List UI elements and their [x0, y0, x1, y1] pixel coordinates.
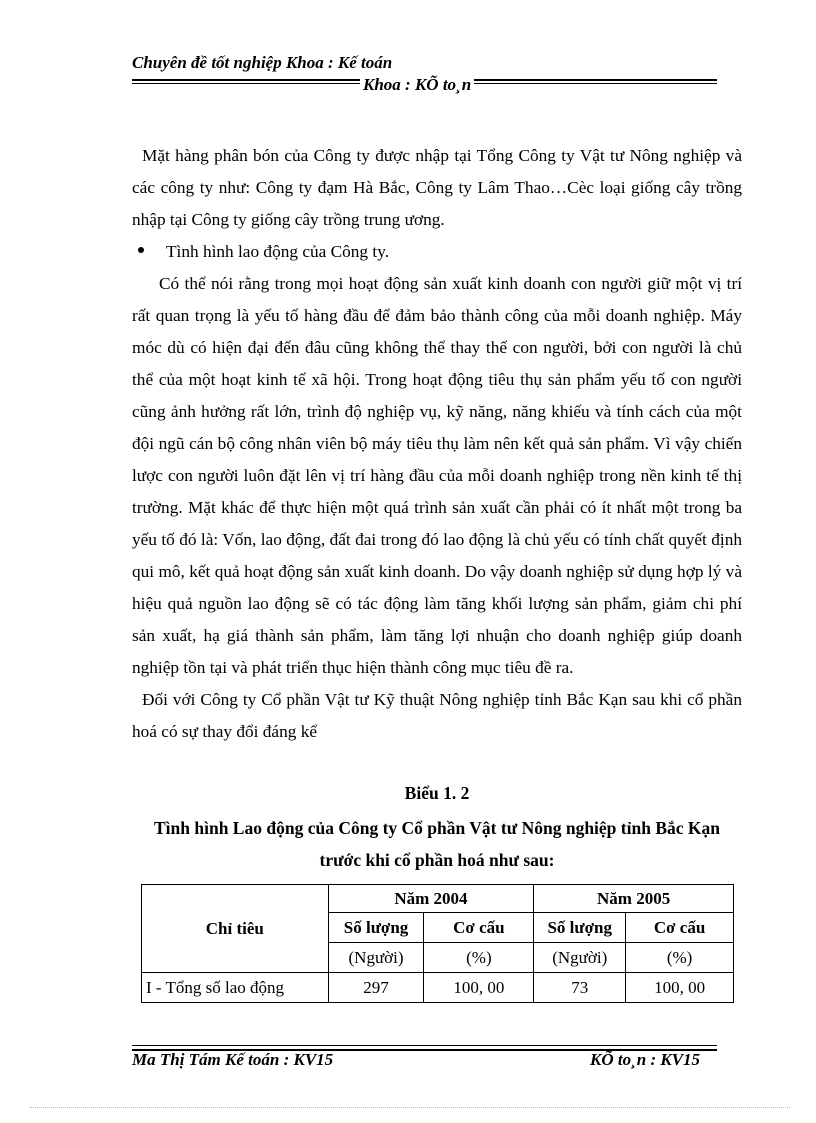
paragraph-fertilizer: Mặt hàng phân bón của Công ty được nhập tại Tổng Công ty Vật tư Nông nghiệp và các công ty như: Công ty đạm Hà Bắc, Công ty Lâm Thao…Cèc loại giống cây trồng nhập tại Công ty giống cây trồng trung ương.	[132, 146, 742, 229]
footer-dept: KÕ to¸n : KV15	[590, 1050, 701, 1069]
header-year-2004: Năm 2004	[328, 885, 534, 913]
row-label: I - Tổng số lao động	[142, 973, 329, 1003]
bullet-labor	[132, 236, 742, 268]
cell-qty-2005: 73	[534, 973, 626, 1003]
unit-quantity-2004: (Người)	[328, 943, 424, 973]
bullet-icon	[138, 247, 144, 253]
paragraph-labor: Có thể nói rằng trong mọi hoạt động sản xuất kinh doanh con người giữ một vị trí rất quan trọng là yếu tố hàng đầu để đảm bảo thành công của mỗi doanh nghiệp. Máy móc dù có hiện đại đến đâu cũng không thể thay thế con người, bởi con người là chủ thể của một hoạt kinh tế xã hội. Trong hoạt động tiêu thụ sản phẩm yếu tố con người cũng ảnh hưởng rất lớn, trình độ nghiệp vụ, kỹ năng, năng khiếu và tính cách của một đội ngũ cán bộ công nhân viên bộ máy tiêu thụ làm nên kết quả sản phẩm. Vì vậy chiến lược con người luôn đặt lên vị trí hàng đầu của mỗi doanh nghiệp trong nền kinh tế thị trường. Mặt khác để thực hiện một quá trình sản xuất cần phải có ít nhất một trong ba yếu tố đó là: Vốn, lao động, đất đai trong đó lao động là chủ yếu có tính chất quyết định qui mô, kết quả hoạt động sản xuất kinh doanh. Do vậy doanh nghiệp sử dụng hợp lý và hiệu quả nguồn lao động sẽ có tác động làm tăng khối lượng sản phẩm, giảm chi phí sản xuất, hạ giá thành sản phẩm, làm tăng lợi nhuận cho doanh nghiệp giúp doanh nghiệp tồn tại và phát triển thục hiện thành công mục tiêu đề ra.	[132, 274, 742, 677]
cell-pct-2004: 100, 00	[424, 973, 534, 1003]
header-indicator: Chỉ tiêu	[142, 885, 329, 973]
paragraph-equitization: Đối với Công ty Cổ phần Vật tư Kỹ thuật Nông nghiệp tỉnh Bắc Kạn sau khi cổ phần hoá có sự thay đổi đáng kể	[132, 690, 742, 741]
page-edge-divider	[30, 1107, 790, 1108]
table-title-line2: trước khi cổ phần hoá như sau:	[319, 850, 555, 870]
body-text	[132, 140, 742, 748]
table-title-line1: Tình hình Lao động của Công ty Cổ phần Vật tư Nông nghiệp tỉnh Bắc Kạn	[154, 818, 720, 838]
unit-quantity-2005: (Người)	[534, 943, 626, 973]
header-year-2005: Năm 2005	[534, 885, 734, 913]
header-subtitle: Khoa : KÕ to¸n	[360, 75, 474, 95]
footer-rule-thin	[132, 1045, 717, 1046]
header-title: Chuyên đề tốt nghiệp Khoa : Kế toán	[132, 53, 393, 72]
header-structure-2004: Cơ cấu	[424, 913, 534, 943]
table-row	[142, 973, 734, 1003]
bullet-labor-text: Tình hình lao động của Công ty.	[166, 242, 390, 261]
header-quantity-2005: Số lượng	[534, 913, 626, 943]
cell-qty-2004: 297	[328, 973, 424, 1003]
unit-structure-2004: (%)	[424, 943, 534, 973]
cell-pct-2005: 100, 00	[626, 973, 734, 1003]
unit-structure-2005: (%)	[626, 943, 734, 973]
header-structure-2005: Cơ cấu	[626, 913, 734, 943]
header-quantity-2004: Số lượng	[328, 913, 424, 943]
footer-author: Ma Thị Tám Kế toán : KV15	[132, 1050, 334, 1069]
labor-table	[141, 884, 734, 1003]
table-number: Biểu 1. 2	[404, 783, 470, 803]
